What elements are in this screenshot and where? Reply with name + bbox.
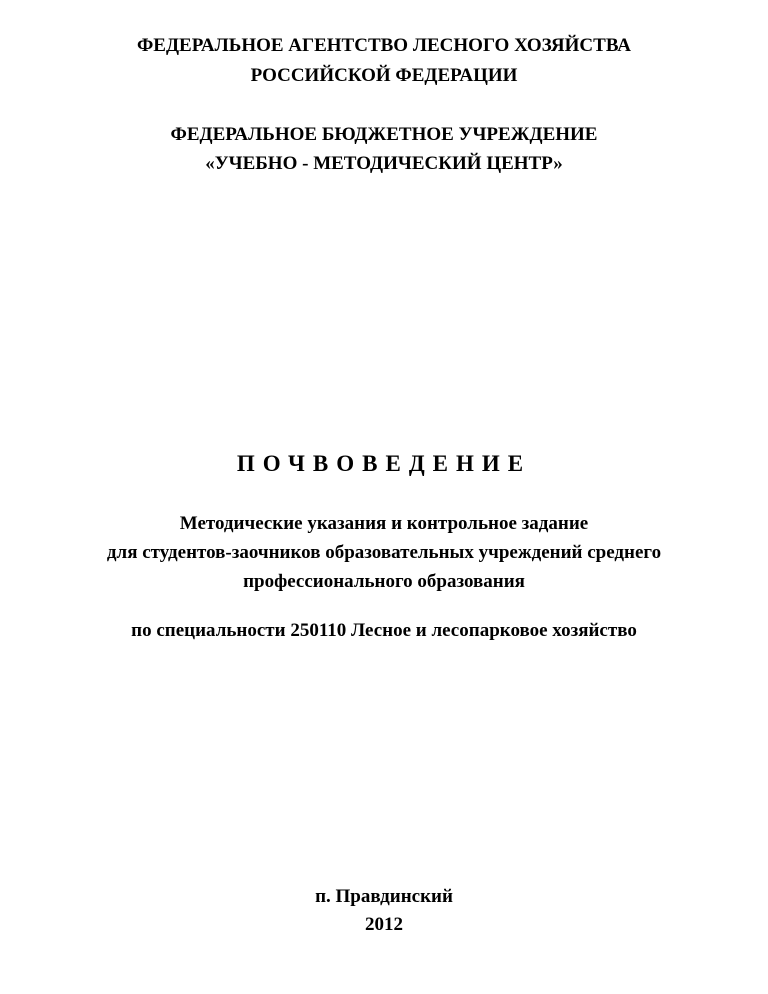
institution-name-line1: ФЕДЕРАЛЬНОЕ БЮДЖЕТНОЕ УЧРЕЖДЕНИЕ xyxy=(170,124,598,145)
agency-name-line1: ФЕДЕРАЛЬНОЕ АГЕНТСТВО ЛЕСНОГО ХОЗЯЙСТВА xyxy=(136,35,632,56)
institution-name-line2: «УЧЕБНО - МЕТОДИЧЕСКИЙ ЦЕНТР» xyxy=(205,153,563,174)
description-line1: Методические указания и контрольное задание xyxy=(179,513,589,534)
agency-name-line2: РОССИЙСКОЙ ФЕДЕРАЦИИ xyxy=(250,65,518,86)
specialty-line: по специальности 250110 Лесное и лесопарковое хозяйство xyxy=(131,620,637,641)
description-line3: профессионального образования xyxy=(243,571,525,592)
description-line2: для студентов-заочников образовательных учреждений среднего xyxy=(106,542,662,563)
publication-year: 2012 xyxy=(365,914,403,935)
document-title: ПОЧВОВЕДЕНИЕ xyxy=(236,451,532,476)
publication-place: п. Правдинский xyxy=(315,886,453,907)
